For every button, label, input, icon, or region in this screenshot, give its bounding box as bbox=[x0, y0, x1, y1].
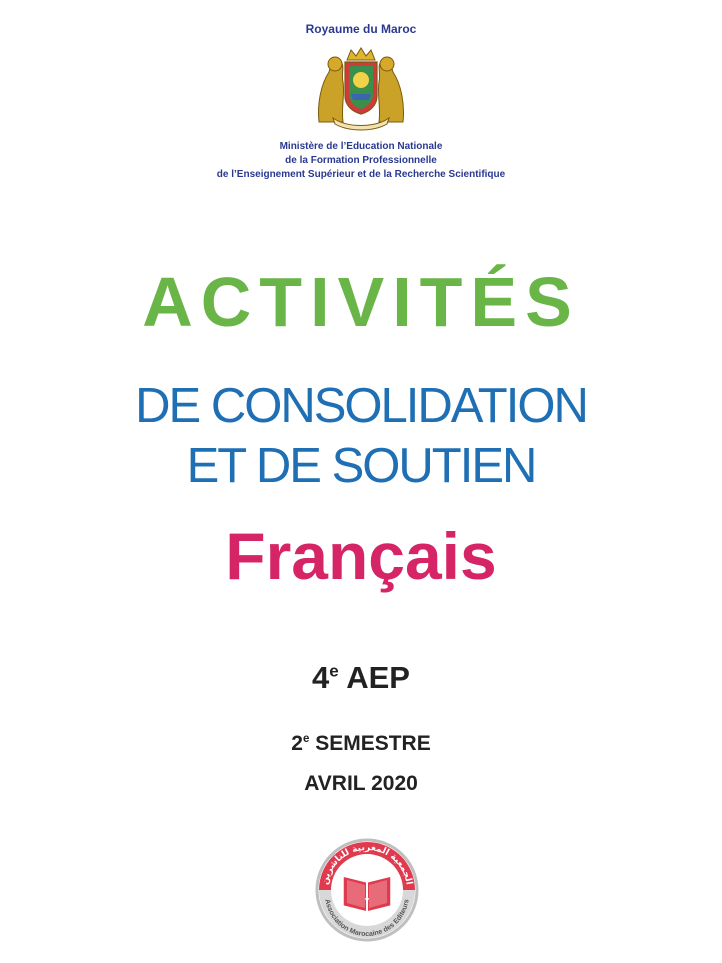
open-book-logo-icon bbox=[311, 832, 423, 944]
semester-superscript: e bbox=[302, 733, 310, 745]
grade-label: AEP bbox=[346, 660, 410, 695]
semester-number: 2 bbox=[291, 732, 303, 755]
moroccan-coat-of-arms-icon bbox=[311, 44, 411, 134]
subject-title: Français bbox=[225, 519, 497, 593]
subtitle-line-2: ET DE SOUTIEN bbox=[186, 439, 536, 493]
subtitle bbox=[0, 376, 722, 496]
kingdom-name: Royaume du Maroc bbox=[305, 22, 417, 36]
publisher-french-text: Association Marocaine des Editeurs bbox=[323, 898, 411, 939]
semester bbox=[0, 732, 722, 756]
ministry-line-3: de l’Enseignement Supérieur et de la Recherche Scientifique bbox=[216, 169, 506, 180]
ministry-line-1: Ministère de l’Education Nationale bbox=[279, 141, 443, 152]
publisher-arabic-text: الجمعية المغربية للناشرين bbox=[320, 842, 414, 886]
main-title: ACTIVITÉS bbox=[142, 263, 580, 341]
ministry-name bbox=[0, 140, 722, 182]
grade-number: 4 bbox=[312, 660, 330, 695]
subtitle-line-1: DE CONSOLIDATION bbox=[135, 379, 587, 433]
semester-label: SEMESTRE bbox=[315, 732, 431, 755]
publication-date: AVRIL 2020 bbox=[304, 772, 418, 795]
grade-superscript: e bbox=[329, 661, 339, 681]
grade-level bbox=[0, 660, 722, 696]
ministry-line-2: de la Formation Professionnelle bbox=[285, 155, 437, 166]
